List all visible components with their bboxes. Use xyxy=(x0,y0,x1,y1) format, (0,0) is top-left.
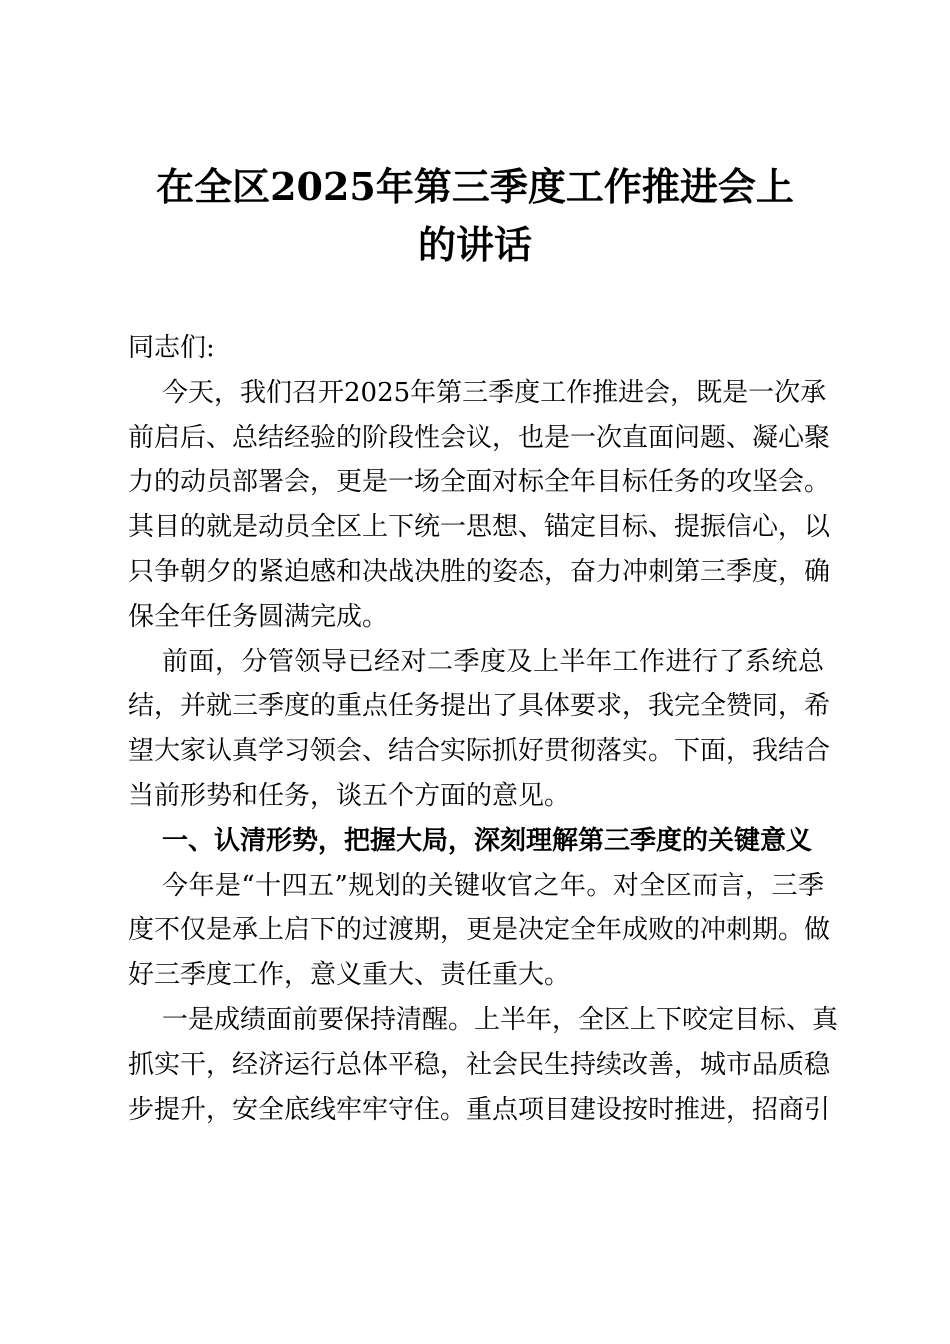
paragraph xyxy=(128,864,831,998)
paragraph xyxy=(128,640,831,819)
paragraph xyxy=(128,371,831,640)
text-line: 抓实干，经济运行总体平稳，社会民生持续改善，城市品质稳 xyxy=(128,1049,831,1080)
text-line: 力的动员部署会，更是一场全面对标全年目标任务的攻坚会。 xyxy=(128,467,831,498)
text-line: 步提升，安全底线牢牢守住。重点项目建设按时推进，招商引 xyxy=(128,1094,831,1125)
section-heading xyxy=(128,819,824,864)
text-line: 前启后、总结经验的阶段性会议，也是一次直面问题、凝心聚 xyxy=(128,422,831,453)
text-line: 结，并就三季度的重点任务提出了具体要求，我完全赞同，希 xyxy=(128,691,831,722)
text-line: 一、认清形势，把握大局，深刻理解第三季度的关键意义 xyxy=(162,825,813,856)
document-body xyxy=(128,326,839,1132)
text-line: 同志们: xyxy=(128,333,215,363)
document-title xyxy=(100,158,850,274)
paragraph xyxy=(128,998,839,1132)
text-line: 当前形势和任务，谈五个方面的意见。 xyxy=(128,780,571,811)
title-line-2: 的讲话 xyxy=(417,222,532,267)
text-line: 其目的就是动员全区上下统一思想、锚定目标、提振信心，以 xyxy=(128,512,831,543)
title-line-1: 在全区2025年第三季度工作推进会上 xyxy=(156,164,794,209)
text-line: 度不仅是承上启下的过渡期，更是决定全年成败的冲刺期。做 xyxy=(128,915,831,946)
text-line: 保全年任务圆满完成。 xyxy=(128,601,389,632)
text-line: 一是成绩面前要保持清醒。上半年，全区上下咬定目标、真 xyxy=(162,1004,839,1035)
text-line: 望大家认真学习领会、结合实际抓好贯彻落实。下面，我结合 xyxy=(128,736,831,767)
text-line: 今年是“十四五”规划的关键收官之年。对全区而言，三季 xyxy=(162,870,824,901)
text-line: 今天，我们召开2025年第三季度工作推进会，既是一次承 xyxy=(162,377,827,408)
salutation xyxy=(128,326,824,371)
text-line: 前面，分管领导已经对二季度及上半年工作进行了系统总 xyxy=(162,646,824,677)
text-line: 好三季度工作，意义重大、责任重大。 xyxy=(128,960,571,991)
text-line: 只争朝夕的紧迫感和决战决胜的姿态，奋力冲刺第三季度，确 xyxy=(128,556,831,587)
